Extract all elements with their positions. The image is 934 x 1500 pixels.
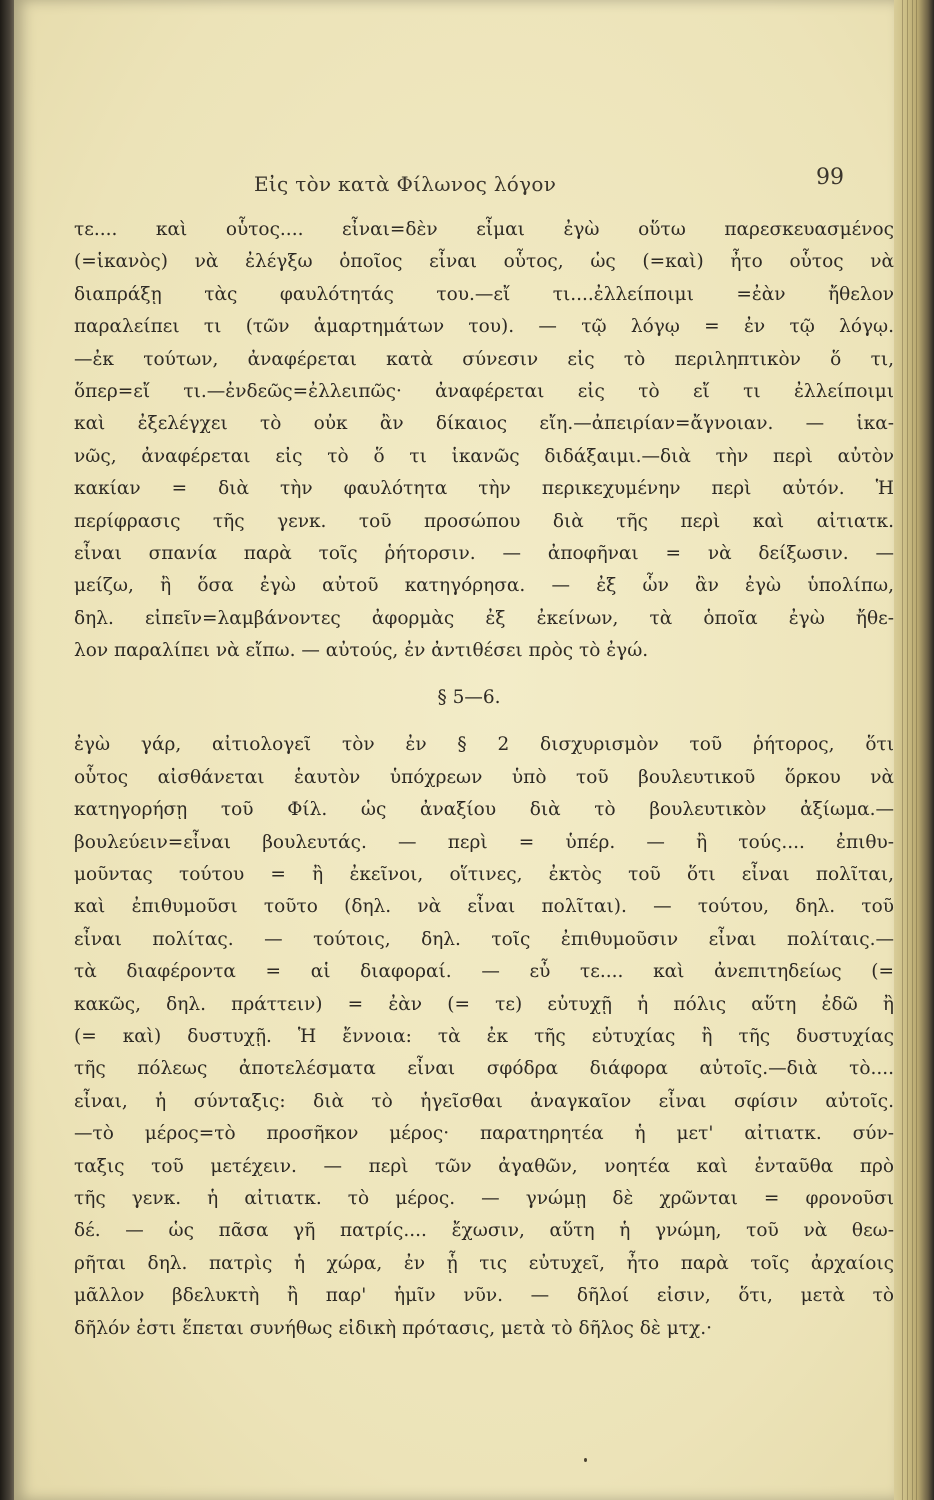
- section-heading: § 5—6.: [437, 687, 501, 709]
- text-line: νῶς, ἀναφέρεται εἰς τὸ ὅ τι ἱκανῶς διδάξαιμι.—διὰ τὴν περὶ αὐτὸν: [74, 445, 894, 467]
- text-line: ἐγὼ γάρ, αἰτιολογεῖ τὸν ἐν § 2 δισχυρισμὸν τοῦ ῥήτορος, ὅτι: [74, 734, 894, 756]
- text-line: μοῦντας τούτου = ἢ ἐκεῖνοι, οἵτινες, ἐκτὸς τοῦ ὅτι εἶναι πολῖται,: [74, 864, 894, 886]
- commentary-paragraph-2: [74, 729, 894, 1344]
- text-line: βουλεύειν=εἶναι βουλευτάς. — περὶ = ὑπέρ. — ἢ τούς.... ἐπιθυ-: [74, 831, 894, 853]
- paper-speck: [584, 1458, 587, 1462]
- text-line: περίφρασις τῆς γενκ. τοῦ προσώπου διὰ τῆς περὶ καὶ αἰτιατκ.: [74, 510, 894, 532]
- text-line: τῆς γενκ. ἡ αἰτιατκ. τὸ μέρος. — γνώμῃ δὲ χρῶνται = φρονοῦσι: [74, 1187, 894, 1209]
- text-line: λον παραλίπει νὰ εἴπω. — αὐτούς, ἐν ἀντιθέσει πρὸς τὸ ἐγώ.: [74, 640, 649, 662]
- text-line: διαπράξῃ τὰς φαυλότητάς του.—εἴ τι....ἐλλείποιμι =ἐὰν ἤθελον: [74, 283, 894, 305]
- text-line: (= καὶ) δυστυχῇ. Ἡ ἔννοια: τὰ ἐκ τῆς εὐτυχίας ἢ τῆς δυστυχίας: [74, 1025, 894, 1047]
- text-line: τῆς πόλεως ἀποτελέσματα εἶναι σφόδρα διάφορα αὐτοῖς.—διὰ τὸ....: [74, 1058, 894, 1080]
- text-line: παραλείπει τι (τῶν ἁμαρτημάτων του). — τῷ λόγῳ = ἐν τῷ λόγῳ.: [74, 316, 894, 338]
- text-line: (=ἱκανὸς) νὰ ἐλέγξω ὁποῖος εἶναι οὗτος, ὡς (=καὶ) ἦτο οὗτος νὰ: [74, 251, 894, 273]
- book-gutter: [0, 0, 14, 1500]
- text-line: τε.... καὶ οὗτος.... εἶναι=δὲν εἶμαι ἐγὼ οὕτω παρεσκευασμένος: [74, 219, 894, 240]
- text-line: δῆλόν ἐστι ἕπεται συνήθως εἰδικὴ πρότασις, μετὰ τὸ δῆλος δὲ μτχ.·: [74, 1317, 712, 1339]
- page-fore-edge: [894, 0, 934, 1500]
- text-line: ταξις τοῦ μετέχειν. — περὶ τῶν ἀγαθῶν, νοητέα καὶ ἐνταῦθα πρὸ: [74, 1155, 894, 1177]
- text-line: —τὸ μέρος=τὸ προσῆκον μέρος· παρατηρητέα ἡ μετ' αἰτιατκ. σύν-: [74, 1123, 894, 1145]
- text-line: δηλ. εἰπεῖν=λαμβάνοντες ἀφορμὰς ἐξ ἐκείνων, τὰ ὁποῖα ἐγὼ ἤθε-: [74, 607, 894, 629]
- text-line: κακῶς, δηλ. πράττειν) = ἐὰν (= τε) εὐτυχῇ ἡ πόλις αὕτη ἐδῶ ἢ: [74, 993, 894, 1015]
- text-line: μᾶλλον βδελυκτὴ ἢ παρ' ἡμῖν νῦν. — δῆλοί εἰσιν, ὅτι, μετὰ τὸ: [74, 1285, 894, 1307]
- text-line: εἶναι, ἡ σύνταξις: διὰ τὸ ἡγεῖσθαι ἀναγκαῖον εἶναι σφίσιν αὐτοῖς.: [74, 1090, 894, 1112]
- text-line: οὗτος αἰσθάνεται ἑαυτὸν ὑπόχρεων ὑπὸ τοῦ βουλευτικοῦ ὅρκου νὰ: [74, 766, 894, 788]
- text-line: κατηγορήσῃ τοῦ Φίλ. ὡς ἀναξίου διὰ τὸ βουλευτικὸν ἀξίωμα.—: [74, 799, 894, 821]
- text-line: ρῆται δηλ. πατρὶς ἡ χώρα, ἐν ᾗ τις εὐτυχεῖ, ἦτο παρὰ τοῖς ἀρχαίοις: [74, 1252, 894, 1274]
- text-line: εἶναι σπανία παρὰ τοῖς ῥήτορσιν. — ἀποφῆναι = νὰ δείξωσιν. —: [74, 542, 894, 564]
- text-line: καὶ ἐπιθυμοῦσι τοῦτο (δηλ. νὰ εἶναι πολῖται). — τούτου, δηλ. τοῦ: [74, 896, 894, 918]
- text-line: εἶναι πολίτας. — τούτοις, δηλ. τοῖς ἐπιθυμοῦσιν εἶναι πολίταις.—: [74, 928, 894, 950]
- commentary-paragraph-1: [74, 214, 894, 667]
- body-text: [74, 214, 894, 1345]
- text-line: ὅπερ=εἴ τι.—ἐνδεῶς=ἐλλειπῶς· ἀναφέρεται εἰς τὸ εἴ τι ἐλλείποιμι: [74, 380, 894, 402]
- text-line: τὰ διαφέροντα = αἱ διαφοραί. — εὖ τε.... καὶ ἀνεπιτηδείως (=: [74, 961, 894, 983]
- text-line: δέ. — ὡς πᾶσα γῆ πατρίς.... ἔχωσιν, αὕτη ἡ γνώμη, τοῦ νὰ θεω-: [74, 1220, 894, 1242]
- text-line: —ἐκ τούτων, ἀναφέρεται κατὰ σύνεσιν εἰς τὸ περιληπτικὸν ὅ τι,: [74, 348, 894, 370]
- running-head: Εἰς τὸν κατὰ Φίλωνος λόγον: [254, 172, 557, 196]
- page-number: 99: [816, 165, 844, 190]
- text-line: κακίαν = διὰ τὴν φαυλότητα τὴν περικεχυμένην περὶ αὐτόν. Ἡ: [74, 478, 894, 500]
- text-line: μείζω, ἢ ὅσα ἐγὼ αὐτοῦ κατηγόρησα. — ἐξ ὧν ἂν ἐγὼ ὑπολίπω,: [74, 575, 894, 597]
- book-page: [14, 0, 894, 1500]
- text-line: καὶ ἐξελέγχει τὸ οὐκ ἂν δίκαιος εἴη.—ἀπειρίαν=ἄγνοιαν. — ἱκα-: [74, 413, 894, 435]
